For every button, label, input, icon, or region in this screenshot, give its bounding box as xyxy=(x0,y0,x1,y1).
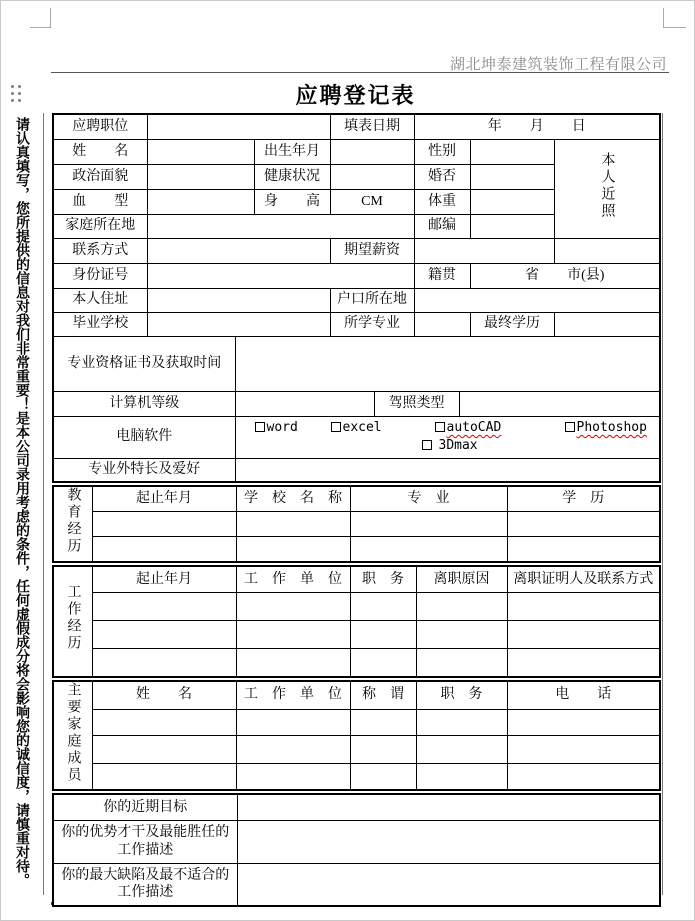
table-cell[interactable] xyxy=(416,593,507,621)
column-header: 称 谓 xyxy=(350,681,416,710)
salary-label: 期望薪资 xyxy=(330,238,414,263)
company-name: 湖北坤泰建筑装饰工程有限公司 xyxy=(449,56,667,73)
table-cell[interactable] xyxy=(236,763,350,790)
photo-area[interactable] xyxy=(554,139,660,238)
table-cell[interactable] xyxy=(92,649,236,677)
column-header: 学 历 xyxy=(507,486,660,512)
column-header: 电 话 xyxy=(507,681,660,710)
column-header: 学 校 名 称 xyxy=(236,486,350,512)
position-label: 应聘职位 xyxy=(53,114,147,139)
fill-date-label: 填表日期 xyxy=(330,114,414,139)
table-cell[interactable] xyxy=(236,649,350,677)
table-cell[interactable] xyxy=(350,736,416,764)
table-cell[interactable] xyxy=(92,512,236,537)
outer-border-right xyxy=(662,113,663,895)
table-cell[interactable] xyxy=(236,736,350,764)
work-section-label-cell xyxy=(53,566,92,677)
name-label: 姓 名 xyxy=(53,139,147,164)
field-contact[interactable] xyxy=(147,238,330,263)
hobby-label: 专业外特长及爱好 xyxy=(53,458,235,482)
sidebar-note: 请认真填写，您所提供的信息对我们非常重要！是本公司录用考虑的条件，任何虚假成分将会影响您的诚信度，请慎重对待。 xyxy=(14,117,29,887)
blood-label: 血 型 xyxy=(53,189,147,214)
table-cell[interactable] xyxy=(416,736,507,764)
id-label: 身份证号 xyxy=(53,263,147,288)
table-cell[interactable] xyxy=(350,709,416,736)
checkbox-icon[interactable] xyxy=(435,422,445,432)
field-family-location[interactable] xyxy=(147,214,414,238)
height-unit-label: CM xyxy=(361,193,383,209)
field-native-place[interactable]: 省 市(县) xyxy=(470,263,660,288)
checkbox-option-autocad[interactable] xyxy=(435,420,502,436)
work-table xyxy=(52,565,661,678)
table-cell[interactable] xyxy=(350,621,416,649)
marital-label: 婚否 xyxy=(414,164,470,189)
field-name[interactable] xyxy=(147,139,254,164)
table-cell[interactable] xyxy=(92,736,236,764)
birth-label: 出生年月 xyxy=(254,139,330,164)
goal-label: 你的近期目标 xyxy=(53,794,237,820)
basic-info-table xyxy=(52,113,661,483)
table-cell[interactable] xyxy=(92,709,236,736)
column-header: 起止年月 xyxy=(92,486,236,512)
table-cell[interactable] xyxy=(416,621,507,649)
column-header: 起止年月 xyxy=(92,566,236,593)
health-label: 健康状况 xyxy=(254,164,330,189)
certificate-label: 专业资格证书及获取时间 xyxy=(53,336,235,391)
column-header: 专 业 xyxy=(350,486,507,512)
field-address[interactable] xyxy=(147,288,330,312)
margin-corner-mark-left xyxy=(30,8,51,28)
table-cell[interactable] xyxy=(507,763,660,790)
field-health[interactable] xyxy=(330,164,414,189)
column-header: 离职证明人及联系方式 xyxy=(507,566,660,593)
major-label: 所学专业 xyxy=(330,312,414,336)
software-options xyxy=(237,417,659,457)
school-label: 毕业学校 xyxy=(53,312,147,336)
checkbox-label: Photoshop xyxy=(576,420,647,435)
column-header: 离职原因 xyxy=(416,566,507,593)
table-cell[interactable] xyxy=(350,763,416,790)
field-position[interactable] xyxy=(147,114,330,139)
strength-label: 你的优势才干及最能胜任的工作描述 xyxy=(53,820,237,863)
field-political[interactable] xyxy=(147,164,254,189)
field-marital[interactable] xyxy=(470,164,554,189)
margin-corner-mark-right xyxy=(663,8,686,28)
table-cell[interactable] xyxy=(507,621,660,649)
field-hobby[interactable] xyxy=(235,458,660,482)
field-goal[interactable] xyxy=(237,794,660,820)
checkbox-option-excel[interactable] xyxy=(331,420,382,436)
field-strength[interactable] xyxy=(237,820,660,863)
field-weakness[interactable] xyxy=(237,863,660,906)
field-gender[interactable] xyxy=(470,139,554,164)
table-cell[interactable] xyxy=(416,649,507,677)
outer-border-left xyxy=(43,113,44,895)
column-header: 职 务 xyxy=(350,566,416,593)
table-cell[interactable] xyxy=(507,593,660,621)
page-title: 应聘登记表 xyxy=(295,83,416,108)
header-divider xyxy=(51,72,669,73)
checkbox-icon[interactable] xyxy=(255,422,265,432)
column-header: 工 作 单 位 xyxy=(236,681,350,710)
table-cell[interactable] xyxy=(507,709,660,736)
field-residence[interactable] xyxy=(414,288,660,312)
column-header: 工 作 单 位 xyxy=(236,566,350,593)
photo-label: 本人近照 xyxy=(599,151,615,220)
native-label: 籍贯 xyxy=(414,263,470,288)
table-cell[interactable] xyxy=(350,537,507,562)
weakness-label: 你的最大缺陷及最不适合的工作描述 xyxy=(53,863,237,906)
table-cell[interactable] xyxy=(236,709,350,736)
empty-cell[interactable] xyxy=(554,238,660,263)
family-location-label: 家庭所在地 xyxy=(53,214,147,238)
family-section-label-cell xyxy=(53,681,92,791)
column-header: 姓 名 xyxy=(92,681,236,710)
table-cell[interactable] xyxy=(236,537,350,562)
family-section-label: 主要家庭成员 xyxy=(65,681,81,784)
field-salary[interactable] xyxy=(414,238,554,263)
table-cell[interactable] xyxy=(236,512,350,537)
table-cell[interactable] xyxy=(350,593,416,621)
weight-label: 体重 xyxy=(414,189,470,214)
field-fill-date[interactable]: 年 月 日 xyxy=(414,114,660,139)
table-cell[interactable] xyxy=(92,621,236,649)
family-table xyxy=(52,680,661,792)
computer-level-label: 计算机等级 xyxy=(53,391,235,416)
checkbox-icon[interactable] xyxy=(422,440,432,450)
checkbox-label: word xyxy=(266,420,298,435)
field-certificate[interactable] xyxy=(235,336,660,391)
table-cell[interactable] xyxy=(92,537,236,562)
table-cell[interactable] xyxy=(507,649,660,677)
field-birth[interactable] xyxy=(330,139,414,164)
field-id-number[interactable] xyxy=(147,263,414,288)
table-cell[interactable] xyxy=(236,621,350,649)
checkbox-option-photoshop[interactable] xyxy=(565,420,647,436)
field-weight[interactable] xyxy=(470,189,554,214)
table-cell[interactable] xyxy=(416,709,507,736)
table-cell[interactable] xyxy=(416,763,507,790)
field-major[interactable] xyxy=(414,312,470,336)
gender-label: 性别 xyxy=(414,139,470,164)
checkbox-option-3dmax[interactable] xyxy=(422,438,478,454)
contact-label: 联系方式 xyxy=(53,238,147,263)
checkbox-label: excel xyxy=(342,420,382,435)
summary-table xyxy=(52,793,661,907)
table-cell[interactable] xyxy=(92,593,236,621)
drag-handle-icon[interactable] xyxy=(11,85,22,103)
field-computer-level[interactable] xyxy=(235,391,374,416)
field-postcode[interactable] xyxy=(470,214,554,238)
field-school[interactable] xyxy=(147,312,330,336)
degree-label: 最终学历 xyxy=(470,312,554,336)
checkbox-icon[interactable] xyxy=(565,422,575,432)
postcode-label: 邮编 xyxy=(414,214,470,238)
education-section-label-cell xyxy=(53,486,92,562)
table-cell[interactable] xyxy=(507,537,660,562)
education-section-label: 教育经历 xyxy=(65,487,81,555)
table-cell[interactable] xyxy=(350,649,416,677)
table-cell[interactable] xyxy=(92,763,236,790)
table-cell[interactable] xyxy=(236,593,350,621)
checkbox-icon[interactable] xyxy=(331,422,341,432)
work-section-label: 工作经历 xyxy=(65,584,81,653)
driving-license-label: 驾照类型 xyxy=(374,391,459,416)
table-cell[interactable] xyxy=(507,736,660,764)
education-table xyxy=(52,485,661,563)
height-label: 身 高 xyxy=(254,189,330,214)
address-label: 本人住址 xyxy=(53,288,147,312)
column-header: 职 务 xyxy=(416,681,507,710)
residence-label: 户口所在地 xyxy=(330,288,414,312)
table-cell[interactable] xyxy=(350,512,507,537)
field-driving-license[interactable] xyxy=(459,391,660,416)
software-label: 电脑软件 xyxy=(53,416,235,458)
checkbox-option-word[interactable] xyxy=(255,420,298,436)
software-options-cell xyxy=(235,416,660,458)
field-blood[interactable] xyxy=(147,189,254,214)
political-label: 政治面貌 xyxy=(53,164,147,189)
checkbox-label: autoCAD xyxy=(446,420,502,435)
field-degree[interactable] xyxy=(554,312,660,336)
table-cell[interactable] xyxy=(507,512,660,537)
field-height[interactable] xyxy=(330,189,414,214)
application-form xyxy=(52,113,659,909)
checkbox-label: 3Dmax xyxy=(438,438,478,453)
